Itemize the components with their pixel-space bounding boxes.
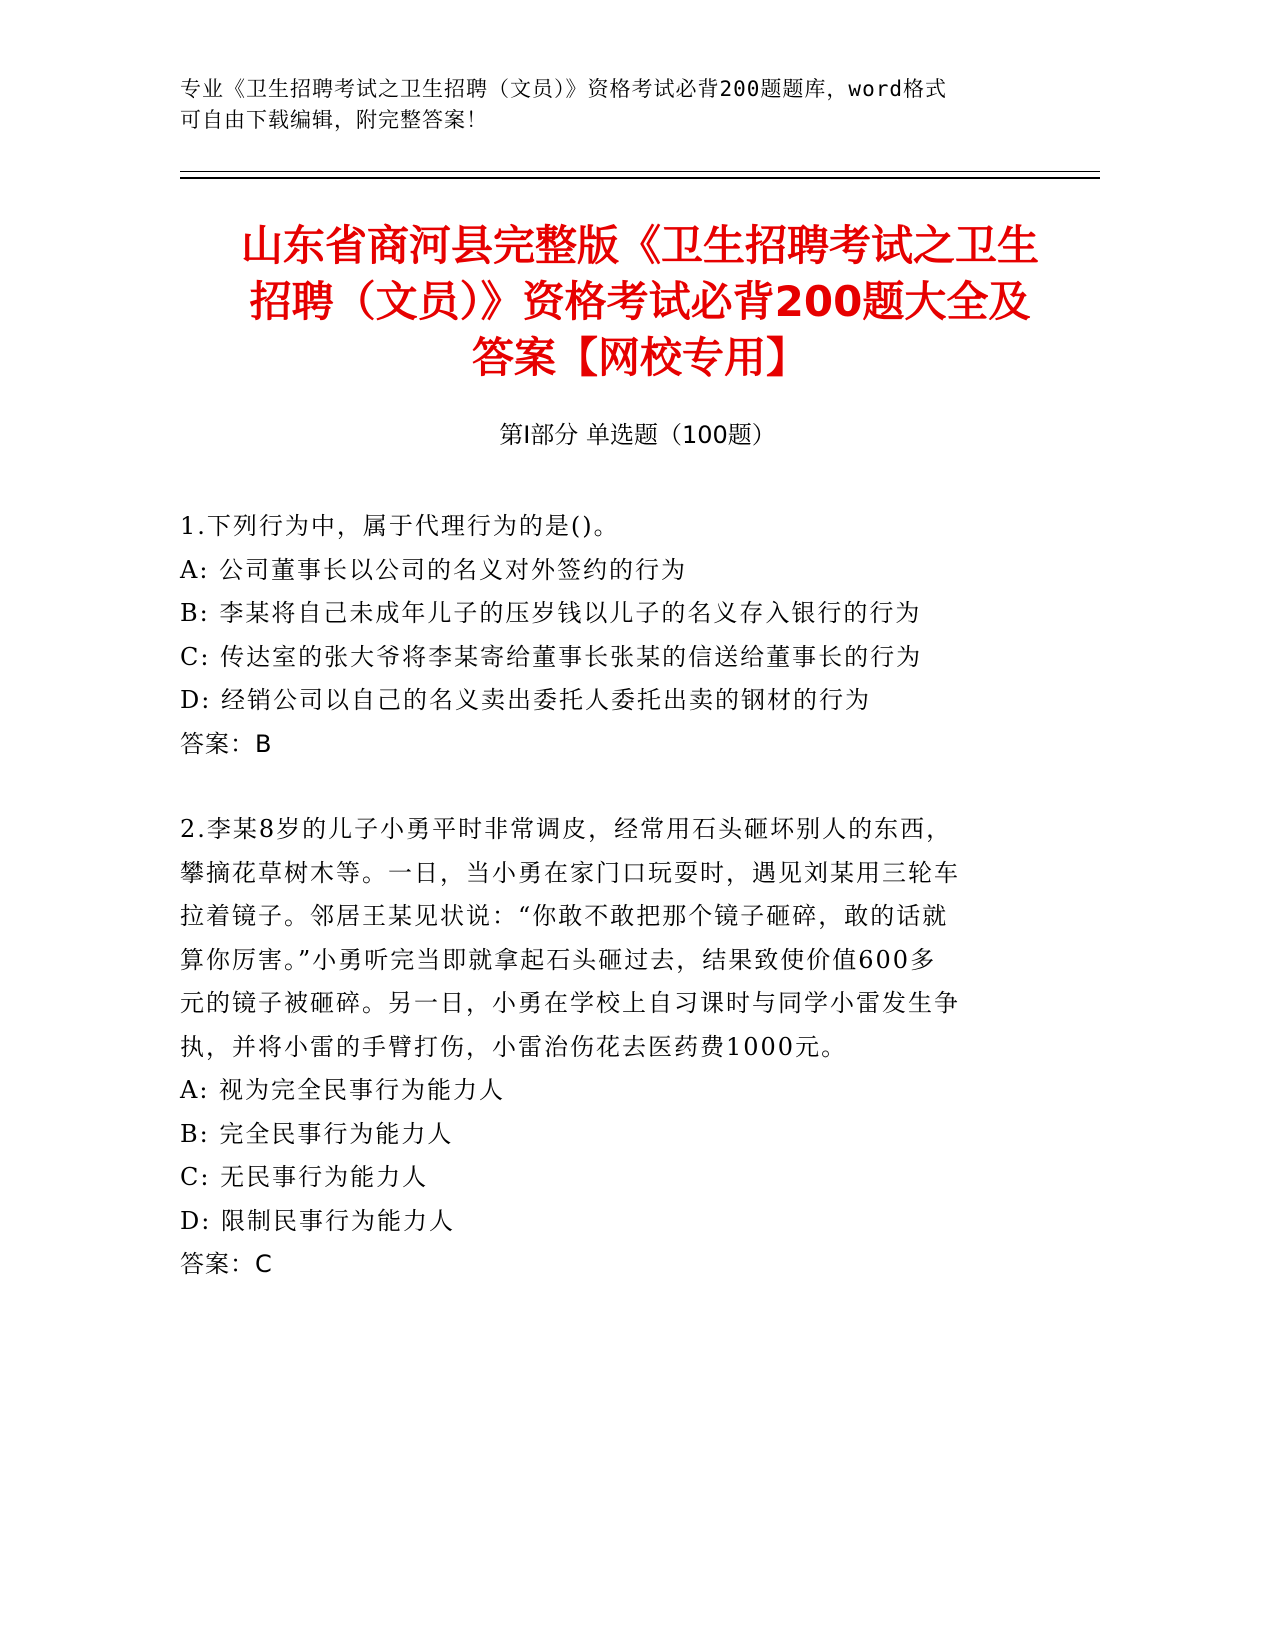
title-line: 答案【网校专用】 [471,333,808,382]
header-note-line: 专业《卫生招聘考试之卫生招聘（文员）》资格考试必背200题题库，word格式 [180,77,947,101]
question-stem: 拉着镜子。邻居王某见状说：“你敢不敢把那个镜子砸碎，敢的话就 [180,902,949,930]
question-stem: 元的镜子被砸碎。另一日，小勇在学校上自习课时与同学小雷发生争 [180,989,960,1017]
answer: 答案：B [180,729,273,758]
answer: 答案：C [180,1250,273,1278]
question-block [180,505,1060,766]
question-block [180,808,1060,1287]
header-divider-thick [180,177,1100,179]
section-heading: 第Ⅰ部分 单选题（100题） [499,421,776,449]
option-d: D: 限制民事行为能力人 [180,1206,455,1235]
option-b: B: 完全民事行为能力人 [180,1119,454,1148]
question-stem: 攀摘花草树木等。一日，当小勇在家门口玩耍时，遇见刘某用三轮车 [180,858,960,887]
header-divider-thin [180,171,1100,172]
option-c: C: 无民事行为能力人 [180,1163,429,1191]
title-line: 山东省商河县完整版《卫生招聘考试之卫生 [240,221,1039,270]
question-stem: 执，并将小雷的手臂打伤，小雷治伤花去医药费1000元。 [180,1032,848,1061]
question-stem: 1.下列行为中，属于代理行为的是()。 [180,512,620,540]
header-note-line: 可自由下载编辑，附完整答案！ [180,108,488,132]
title-line: 招聘（文员）》资格考试必背200题大全及 [249,277,1031,326]
option-b: B: 李某将自己未成年儿子的压岁钱以儿子的名义存入银行的行为 [180,599,922,627]
header-note [180,74,1060,136]
option-a: A: 公司董事长以公司的名义对外签约的行为 [180,555,688,584]
question-stem: 算你厉害。”小勇听完当即就拿起石头砸过去，结果致使价值600多 [180,945,937,974]
question-stem: 2.李某8岁的儿子小勇平时非常调皮，经常用石头砸坏别人的东西， [180,815,953,843]
option-c: C: 传达室的张大爷将李某寄给董事长张某的信送给董事长的行为 [180,642,923,671]
document-title [170,218,1110,386]
option-a: A: 视为完全民事行为能力人 [180,1076,506,1104]
option-d: D: 经销公司以自己的名义卖出委托人委托出卖的钢材的行为 [180,686,871,714]
